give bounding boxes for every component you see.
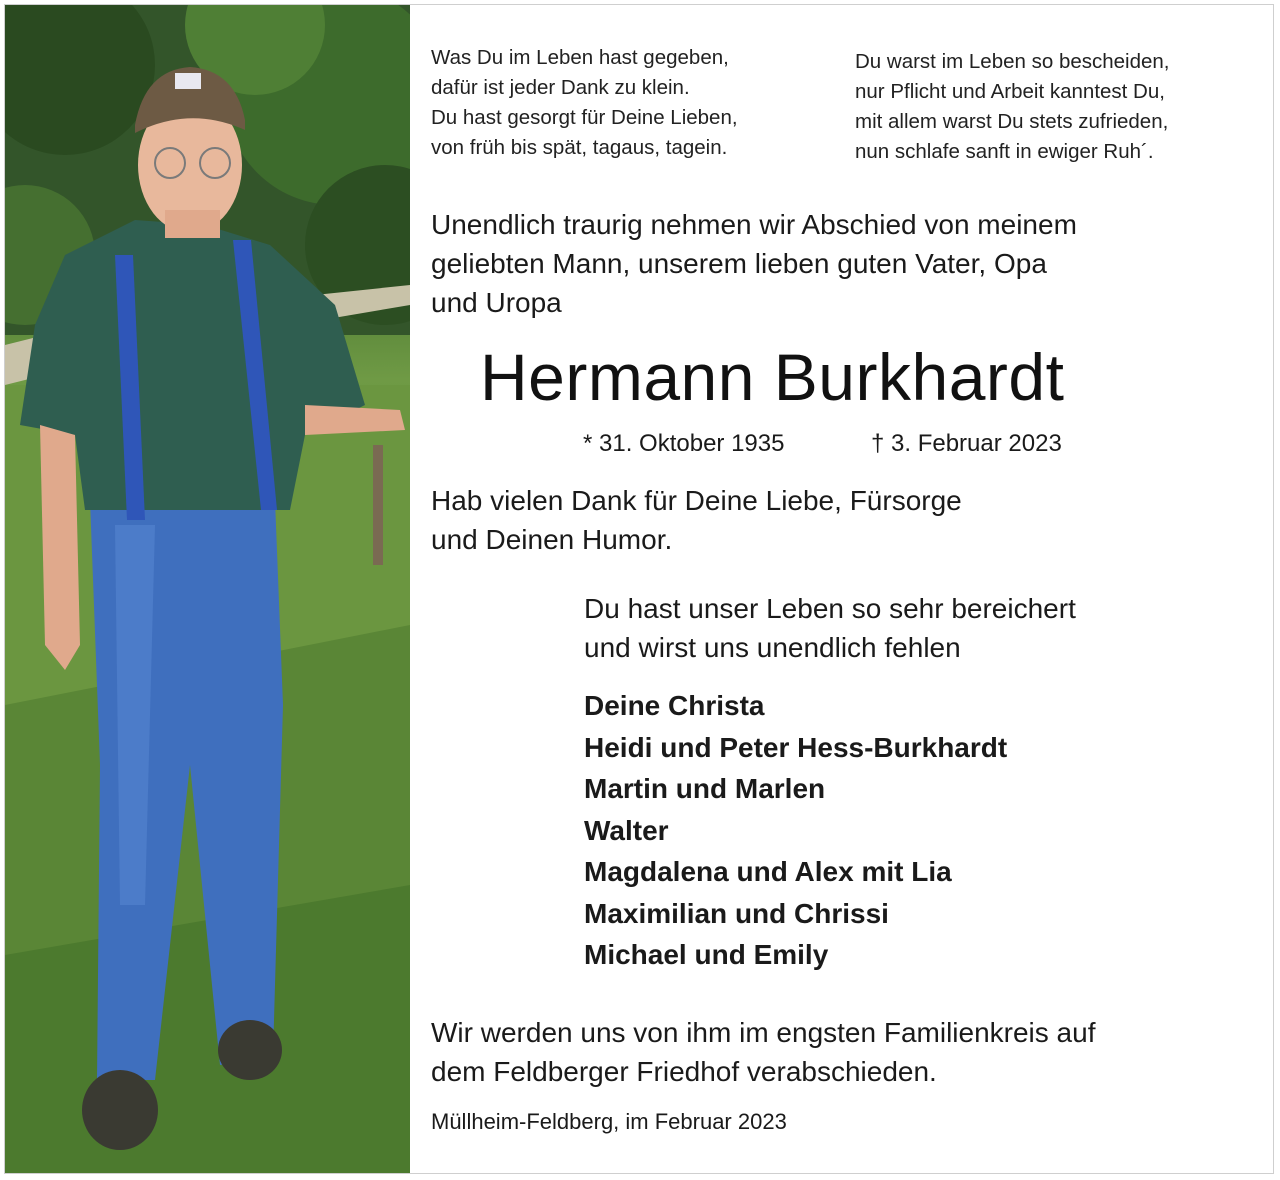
obituary-notice — [4, 4, 1274, 1174]
family-member: Martin und Marlen — [584, 773, 826, 804]
tribute-line: Du hast unser Leben so sehr bereichert — [584, 593, 1076, 624]
family-member: Magdalena und Alex mit Lia — [584, 856, 952, 887]
family-member: Walter — [584, 814, 669, 846]
birth-date: * 31. Oktober 1935 — [583, 430, 785, 457]
verse-line: Du warst im Leben so bescheiden, — [855, 50, 1170, 73]
tribute-line: und wirst uns unendlich fehlen — [584, 632, 961, 663]
portrait-photo — [5, 5, 410, 1174]
intro-text — [431, 205, 1077, 322]
intro-line: geliebten Mann, unserem lieben guten Vater, Opa — [431, 248, 1047, 279]
funeral-line: dem Feldberger Friedhof verabschieden. — [431, 1056, 937, 1087]
death-date: † 3. Februar 2023 — [871, 430, 1062, 457]
intro-line: und Uropa — [431, 287, 562, 318]
verse-line: nun schlafe sanft in ewiger Ruh´. — [855, 140, 1154, 163]
deceased-name: Hermann Burkhardt — [480, 340, 1065, 414]
family-member: Deine Christa — [584, 690, 765, 721]
family-member: Michael und Emily — [584, 939, 829, 970]
funeral-line: Wir werden uns von ihm im engsten Familienkreis auf — [431, 1017, 1096, 1048]
verse-right — [855, 47, 1170, 167]
verse-left — [431, 43, 738, 163]
place-and-date: Müllheim-Feldberg, im Februar 2023 — [431, 1109, 787, 1134]
verse-line: mit allem warst Du stets zufrieden, — [855, 110, 1169, 133]
thanks-line: und Deinen Humor. — [431, 524, 673, 555]
thanks-text — [431, 481, 962, 559]
intro-line: Unendlich traurig nehmen wir Abschied von meinem — [431, 209, 1077, 240]
verse-line: Du hast gesorgt für Deine Lieben, — [431, 106, 738, 129]
family-member: Maximilian und Chrissi — [584, 897, 889, 929]
portrait-illustration — [5, 5, 410, 1174]
verse-line: nur Pflicht und Arbeit kanntest Du, — [855, 80, 1165, 103]
funeral-note — [431, 1013, 1095, 1091]
thanks-line: Hab vielen Dank für Deine Liebe, Fürsorge — [431, 485, 962, 516]
verse-line: dafür ist jeder Dank zu klein. — [431, 76, 690, 99]
verse-line: von früh bis spät, tagaus, tagein. — [431, 136, 728, 159]
family-list — [584, 685, 1007, 976]
tribute-text — [584, 589, 1076, 667]
family-member: Heidi und Peter Hess-Burkhardt — [584, 731, 1008, 763]
verse-line: Was Du im Leben hast gegeben, — [431, 46, 729, 69]
